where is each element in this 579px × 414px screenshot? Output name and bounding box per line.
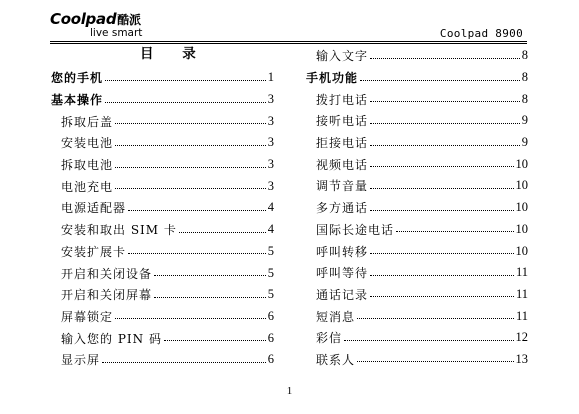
header-rule-thin <box>50 43 527 44</box>
toc-entry[interactable] <box>306 153 528 175</box>
toc-entry-title: 呼叫等待 <box>316 266 369 281</box>
toc-entry-page: 10 <box>515 221 528 236</box>
dot-leader <box>115 123 266 124</box>
toc-title: 目 录 <box>140 46 208 62</box>
toc-entry-page: 3 <box>267 92 274 107</box>
brand-logo <box>50 10 150 44</box>
toc-entry[interactable] <box>51 175 274 197</box>
dot-leader <box>102 362 266 363</box>
toc-entry-title: 呼叫转移 <box>316 244 369 259</box>
toc-entry-title: 屏幕锁定 <box>61 309 114 324</box>
toc-entry-title: 调节音量 <box>316 179 369 194</box>
toc-entry-title: 通话记录 <box>316 287 369 302</box>
toc-entry[interactable] <box>51 241 274 263</box>
toc-entry-page: 10 <box>515 200 528 215</box>
toc-entry-page: 8 <box>521 91 528 106</box>
toc-entry[interactable] <box>51 349 274 371</box>
toc-entry-page: 4 <box>267 222 274 237</box>
toc-entry-page: 5 <box>267 265 274 280</box>
toc-entry-title: 安装和取出 SIM 卡 <box>61 223 177 238</box>
toc-entry[interactable] <box>51 132 274 154</box>
toc-entry-page: 11 <box>515 286 528 301</box>
toc-entry-title: 显示屏 <box>61 353 101 368</box>
toc-entry-page: 8 <box>521 48 528 63</box>
toc-entry-page: 6 <box>267 330 274 345</box>
toc-entry-title: 拒接电话 <box>316 136 369 151</box>
toc-entry-title: 安装扩展卡 <box>61 244 127 259</box>
toc-entry[interactable] <box>306 67 528 89</box>
toc-entry-title: 联系人 <box>316 352 356 367</box>
toc-entry[interactable] <box>306 219 528 241</box>
toc-entry[interactable] <box>306 284 528 306</box>
toc-entry-title: 拆取电池 <box>61 158 114 173</box>
toc-entry-title: 输入文字 <box>316 49 369 64</box>
dot-leader <box>128 253 266 254</box>
toc-entry[interactable] <box>51 219 274 241</box>
toc-entry-title: 拨打电话 <box>316 92 369 107</box>
dot-leader <box>370 188 513 189</box>
logo-word: Coolpad <box>50 10 117 28</box>
toc-entry-title: 基本操作 <box>51 93 104 108</box>
dot-leader <box>357 361 513 362</box>
toc-entry[interactable] <box>306 132 528 154</box>
dot-leader <box>370 275 514 276</box>
toc-entry[interactable] <box>51 154 274 176</box>
toc-entry-page: 5 <box>267 287 274 302</box>
page-number: 1 <box>286 385 293 397</box>
dot-leader <box>370 58 520 59</box>
toc-entry[interactable] <box>306 197 528 219</box>
toc-entry-page: 6 <box>267 352 274 367</box>
toc-entry[interactable] <box>51 197 274 219</box>
toc-entry-page: 8 <box>521 70 528 85</box>
toc-entry-page: 10 <box>515 178 528 193</box>
model-name: Coolpad 8900 <box>439 27 523 40</box>
dot-leader <box>105 80 266 81</box>
toc-entry[interactable] <box>306 45 528 67</box>
dot-leader <box>154 297 266 298</box>
toc-entry-title: 接听电话 <box>316 114 369 129</box>
toc-entry-page: 10 <box>515 243 528 258</box>
toc-entry-title: 视频电话 <box>316 157 369 172</box>
dot-leader <box>370 123 520 124</box>
toc-entry[interactable] <box>306 349 528 371</box>
toc-entry-page: 4 <box>267 200 274 215</box>
toc-entry[interactable] <box>306 240 528 262</box>
toc-entry-page: 11 <box>515 308 528 323</box>
toc-entry-title: 多方通话 <box>316 201 369 216</box>
dot-leader <box>344 340 513 341</box>
toc-left-column <box>51 67 274 371</box>
dot-leader <box>370 145 520 146</box>
toc-entry[interactable] <box>51 89 274 111</box>
toc-entry-page: 6 <box>267 308 274 323</box>
toc-entry[interactable] <box>306 305 528 327</box>
toc-entry[interactable] <box>306 262 528 284</box>
toc-entry-page: 5 <box>267 243 274 258</box>
toc-entry-title: 安装电池 <box>61 136 114 151</box>
dot-leader <box>115 167 266 168</box>
toc-entry-title: 国际长途电话 <box>316 222 395 237</box>
dot-leader <box>370 210 513 211</box>
toc-entry[interactable] <box>51 284 274 306</box>
dot-leader <box>115 145 266 146</box>
dot-leader <box>370 166 513 167</box>
toc-entry-title: 开启和关闭设备 <box>61 266 153 281</box>
toc-entry[interactable] <box>51 67 274 89</box>
dot-leader <box>115 188 266 189</box>
toc-entry[interactable] <box>51 110 274 132</box>
dot-leader <box>115 318 266 319</box>
toc-entry-title: 手机功能 <box>306 71 359 86</box>
toc-entry-title: 拆取后盖 <box>61 114 114 129</box>
logo-chinese: 酷派 <box>117 13 141 27</box>
header-rule <box>50 41 527 42</box>
dot-leader <box>164 340 266 341</box>
toc-entry-page: 3 <box>267 113 274 128</box>
dot-leader <box>370 253 513 254</box>
dot-leader <box>128 210 266 211</box>
dot-leader <box>357 318 514 319</box>
toc-entry[interactable] <box>306 175 528 197</box>
dot-leader <box>179 232 266 233</box>
toc-entry[interactable] <box>51 306 274 328</box>
dot-leader <box>154 275 266 276</box>
toc-entry-page: 1 <box>267 70 274 85</box>
logo-tagline: live smart <box>90 27 143 39</box>
dot-leader <box>360 80 520 81</box>
toc-entry[interactable] <box>51 327 274 349</box>
toc-entry[interactable] <box>306 110 528 132</box>
toc-entry-title: 电池充电 <box>61 179 114 194</box>
toc-right-column <box>306 45 528 370</box>
toc-entry-title: 电源适配器 <box>61 201 127 216</box>
dot-leader <box>370 296 514 297</box>
dot-leader <box>370 101 520 102</box>
toc-entry-title: 您的手机 <box>51 71 104 86</box>
toc-entry-title: 开启和关闭屏幕 <box>61 288 153 303</box>
toc-entry[interactable] <box>306 88 528 110</box>
toc-entry-page: 12 <box>515 330 528 345</box>
dot-leader <box>396 231 513 232</box>
toc-entry-page: 9 <box>521 135 528 150</box>
toc-entry-page: 11 <box>515 265 528 280</box>
toc-entry-page: 10 <box>515 156 528 171</box>
toc-entry-page: 13 <box>515 351 528 366</box>
toc-entry-title: 短消息 <box>316 309 356 324</box>
toc-entry-page: 3 <box>267 157 274 172</box>
toc-entry-title: 彩信 <box>316 331 343 346</box>
dot-leader <box>105 102 266 103</box>
toc-entry[interactable] <box>306 327 528 349</box>
toc-entry-page: 3 <box>267 178 274 193</box>
toc-entry-page: 3 <box>267 135 274 150</box>
toc-entry-page: 9 <box>521 113 528 128</box>
toc-entry[interactable] <box>51 262 274 284</box>
toc-entry-title: 输入您的 PIN 码 <box>61 331 162 346</box>
